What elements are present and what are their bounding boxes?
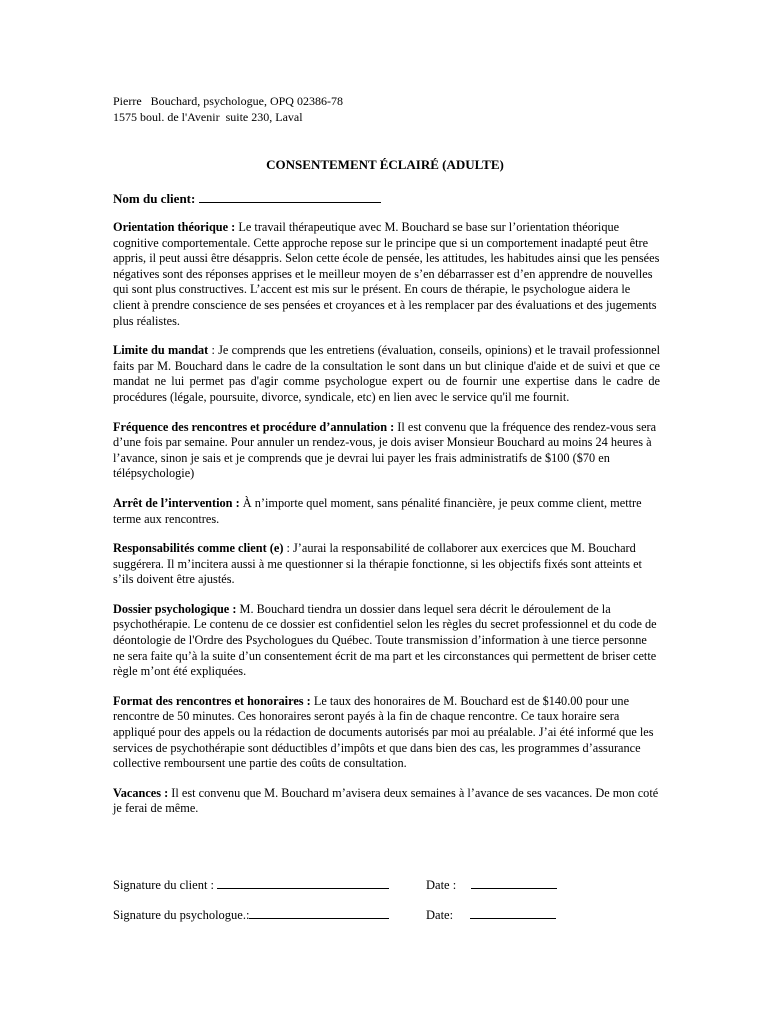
section-heading: Arrêt de l’intervention : — [113, 495, 240, 510]
client-name-label: Nom du client: — [113, 191, 196, 206]
section-text: À n’importe quel moment, sans pénalité financière, je peux comme client, mettre terme aux rencontres. — [113, 495, 642, 526]
section-heading: Fréquence des rencontres et procédure d’annulation : — [113, 419, 395, 434]
section-text: Le travail thérapeutique avec M. Bouchard se base sur l’orientation théorique cognitive comportementale. Cette approche repose sur le principe que si un comportement inadapté peut être appris, il peut aussi être désappris. Selon cette école de pensée, les attitudes, les habitudes ainsi que les pensées négatives sont des réponses apprises et le meilleur moyen de s’en débarrasser est d’en apprendre de nouvelles qui sont plus constructives. L’accent est mis sur le présent. En cours de thérapie, le psychologue aidera le client à prendre conscience de ses pensées et croyances et à les remplacer par des évaluations et des jugements plus réalistes. — [113, 220, 660, 328]
section-format-honoraires — [113, 694, 660, 772]
letterhead-name: Pierre Bouchard, psychologue, OPQ 02386-78 — [113, 94, 343, 108]
section-heading: Vacances : — [113, 785, 169, 800]
psychologist-signature-label: Signature du psychologue.: — [113, 908, 250, 922]
section-frequence — [113, 420, 660, 482]
letterhead — [113, 93, 343, 125]
psychologist-signature-line — [113, 907, 389, 923]
section-text: : Je comprends que les entretiens (évaluation, conseils, opinions) et le travail professionnel faits par M. Bouchard dans le cadre de la consultation le sont dans un but clinique d'aide et de suivi et que ce mandat ne lui permet pas d'agir comme psychologue expert ou de fournir une expertise dans le cadre de procédures (légale, poursuite, divorce, syndicale, etc) en lien avec le service qu'il me fournit. — [113, 343, 660, 404]
client-name-line — [113, 190, 381, 207]
client-date-field[interactable] — [471, 877, 557, 889]
section-heading: Responsabilités comme client (e) — [113, 541, 284, 556]
section-text: Le taux des honoraires de M. Bouchard est de $140.00 pour une rencontre de 50 minutes. Ces honoraires seront payés à la fin de chaque rencontre. Ce taux horaire sera appliqué pour des appels ou la rédaction de documents autorisés par moi au préalable. J’ai été informé que les services de psychothérapie sont déductibles d’impôts et que dans bien des cas, les programmes d’assurance collective remboursent une partie des coûts de consultation. — [113, 693, 654, 771]
client-date-line — [426, 877, 557, 893]
section-vacances — [113, 786, 660, 817]
client-signature-label: Signature du client : — [113, 878, 218, 892]
document-title: CONSENTEMENT ÉCLAIRÉ (ADULTE) — [266, 157, 504, 172]
section-dossier — [113, 602, 660, 680]
section-orientation — [113, 220, 660, 329]
section-text: Il est convenu que la fréquence des rendez-vous sera d’une fois par semaine. Pour annuler un rendez-vous, je dois aviser Monsieur Bouchard au moins 24 heures à l’avance, sinon je sais et je comprends que je devrai lui payer les frais administratifs de $100 ($70 en télépsychologie) — [113, 419, 657, 481]
section-limite-mandat — [113, 343, 660, 405]
psychologist-date-label: Date: — [426, 908, 454, 922]
section-text: : J’aurai la responsabilité de collaborer aux exercices que M. Bouchard suggérera. Il m’incitera aussi à me questionner si la thérapie fonctionne, si les objectifs fixés sont atteints et s’ils doivent être ajustés. — [113, 541, 642, 587]
client-signature-line — [113, 877, 389, 893]
client-name-field[interactable] — [199, 190, 381, 203]
section-heading: Limite du mandat — [113, 343, 209, 358]
client-date-label: Date : — [426, 878, 460, 892]
psychologist-date-field[interactable] — [470, 907, 556, 919]
section-text: M. Bouchard tiendra un dossier dans lequel sera décrit le déroulement de la psychothérapie. Le contenu de ce dossier est confidentiel selon les règles du secret professionnel et du code de déontologie de l'Ordre des Psychologues du Québec. Toute transmission d’information à une tierce personne ne sera faite qu’à la suite d’un consentement écrit de ma part et les circonstances qui permettent de briser cette règle m’ont été expliquées. — [113, 601, 657, 679]
section-text: Il est convenu que M. Bouchard m’avisera deux semaines à l’avance de ses vacances. De mon coté je ferai de même. — [113, 785, 659, 816]
section-heading: Dossier psychologique : — [113, 601, 237, 616]
section-heading: Orientation théorique : — [113, 220, 236, 234]
document-body — [113, 220, 660, 831]
psychologist-date-line — [426, 907, 556, 923]
section-arret — [113, 496, 660, 527]
section-responsabilites — [113, 541, 660, 588]
section-heading: Format des rencontres et honoraires : — [113, 693, 311, 708]
psychologist-signature-field[interactable] — [249, 907, 389, 919]
letterhead-address: 1575 boul. de l'Avenir suite 230, Laval — [113, 110, 303, 124]
client-signature-field[interactable] — [217, 877, 389, 889]
